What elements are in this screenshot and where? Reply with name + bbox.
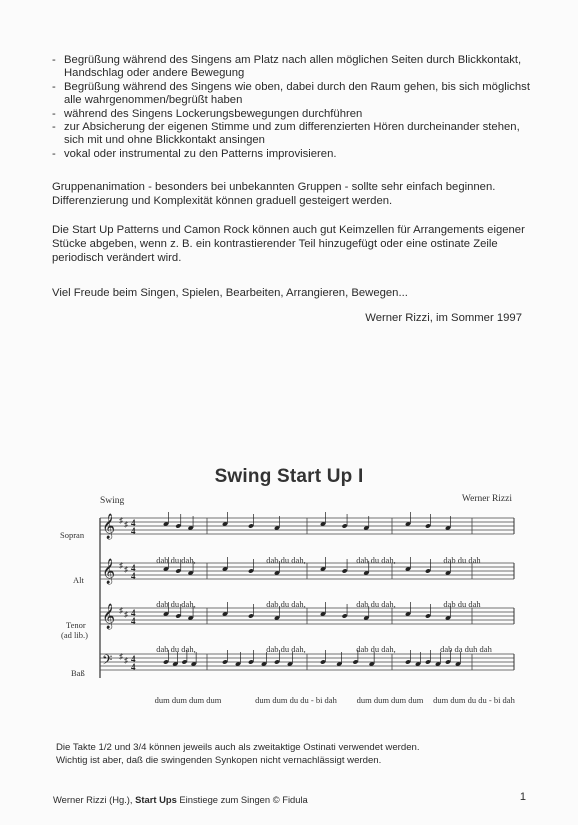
sharp-sign: ♯ xyxy=(119,606,123,615)
music-score xyxy=(52,490,532,715)
time-signature: 4 xyxy=(131,571,136,581)
lyric: dum dum dum dum xyxy=(356,695,424,705)
sharp-sign: ♯ xyxy=(119,561,123,570)
lyric: dab du dah xyxy=(443,555,481,565)
lyric: dab du dah xyxy=(443,599,481,609)
lyric: dab du dah, xyxy=(156,599,196,609)
time-signature: 4 xyxy=(131,518,136,528)
tempo-marking: Swing xyxy=(100,496,125,506)
time-signature: 4 xyxy=(131,616,136,626)
sharp-sign: ♯ xyxy=(124,610,128,619)
lyric: dab du dah, xyxy=(266,644,306,654)
time-signature: 4 xyxy=(131,563,136,573)
bullet-list xyxy=(52,54,532,161)
composer-credit: Werner Rizzi xyxy=(461,494,512,504)
sharp-sign: ♯ xyxy=(119,516,123,525)
voice-label-bass: Baß xyxy=(71,668,85,678)
lyric: dab du dah, xyxy=(266,599,306,609)
paragraph-closing: Viel Freude beim Singen, Spielen, Bearbeiten, Arrangieren, Bewegen... xyxy=(52,287,408,299)
lyric: dum dum dum dum xyxy=(154,695,222,705)
bullet-item: - zur Absicherung der eigenen Stimme und zum differenzierten Hören durcheinander stehen, sich mit und ohne Blickkontakt ansingen xyxy=(52,121,532,148)
lyric: dab du dah, xyxy=(356,555,396,565)
time-signature: 4 xyxy=(131,608,136,618)
bullet-item: - Begrüßung während des Singens wie oben, dabei durch den Raum gehen, bis sich möglichst alle wahrgenommen/begrüßt haben xyxy=(52,81,532,108)
paragraph-group-animation: Gruppenanimation - besonders bei unbekannten Gruppen - sollte sehr einfach beginnen. Differenzierung und Komplexität können graduell gesteigert werden. xyxy=(52,181,496,207)
bullet-item: - während des Singens Lockerungsbewegungen durchführen xyxy=(52,108,532,121)
time-signature: 4 xyxy=(131,654,136,664)
treble-clef: 𝄞 xyxy=(102,513,116,538)
sharp-sign: ♯ xyxy=(124,656,128,665)
footnote-syncopation: Wichtig ist aber, daß die swingenden Synkopen nicht vernachlässigt werden. xyxy=(56,755,382,766)
voice-label-alt: Alt xyxy=(73,575,84,585)
sharp-sign: ♯ xyxy=(124,520,128,529)
score-title: Swing Start Up I xyxy=(214,466,364,487)
lyric: dab du dah, xyxy=(156,555,196,565)
sharp-sign: ♯ xyxy=(124,565,128,574)
footer-publisher: Einstiege zum Singen © Fidula xyxy=(176,794,308,805)
lyric: dab da duh dah xyxy=(440,644,492,654)
bullet-item: - vokal oder instrumental zu den Patterns improvisieren. xyxy=(52,148,532,161)
lyrics xyxy=(155,555,516,705)
footer-author: Werner Rizzi (Hg.), xyxy=(53,794,136,805)
time-signature: 4 xyxy=(131,526,136,536)
footnote-ostinati: Die Takte 1/2 und 3/4 können jeweils auch als zweitaktige Ostinati verwendet werden. xyxy=(56,742,420,753)
lyric: dab du dah, xyxy=(356,644,396,654)
voice-label-tenor-adlib: (ad lib.) xyxy=(61,630,88,640)
lyric: dab du dah, xyxy=(266,555,306,565)
time-signature: 4 xyxy=(131,662,136,672)
paragraph-arrangements: Die Start Up Patterns und Camon Rock können auch gut Keimzellen für Arrangements eigener Stücke abgeben, wenn z. B. ein kontrastierender Teil hinzugefügt oder eine ostinate Zeile periodisch verändert wird. xyxy=(52,224,525,264)
treble-clef: 𝄞 xyxy=(102,603,116,628)
lyric: dum dum du du - bi dah xyxy=(433,695,515,705)
lyric: dab du dah, xyxy=(356,599,396,609)
voice-label-sopran: Sopran xyxy=(60,530,85,540)
footer-credit xyxy=(53,794,308,805)
lyric: dab du dah, xyxy=(156,644,196,654)
footer-book-title: Start Ups xyxy=(135,794,177,805)
bullet-item: - Begrüßung während des Singens am Platz nach allen möglichen Seiten durch Blickkontakt, Handschlag oder andere Bewegung xyxy=(52,54,532,81)
signature: Werner Rizzi, im Sommer 1997 xyxy=(365,312,522,324)
treble-clef: 𝄞 xyxy=(102,558,116,583)
voice-label-tenor: Tenor xyxy=(66,620,86,630)
lyric: dum dum du du - bi dah xyxy=(255,695,337,705)
page-number: 1 xyxy=(519,791,526,803)
sharp-sign: ♯ xyxy=(119,652,123,661)
bass-clef: 𝄢 xyxy=(102,654,113,671)
